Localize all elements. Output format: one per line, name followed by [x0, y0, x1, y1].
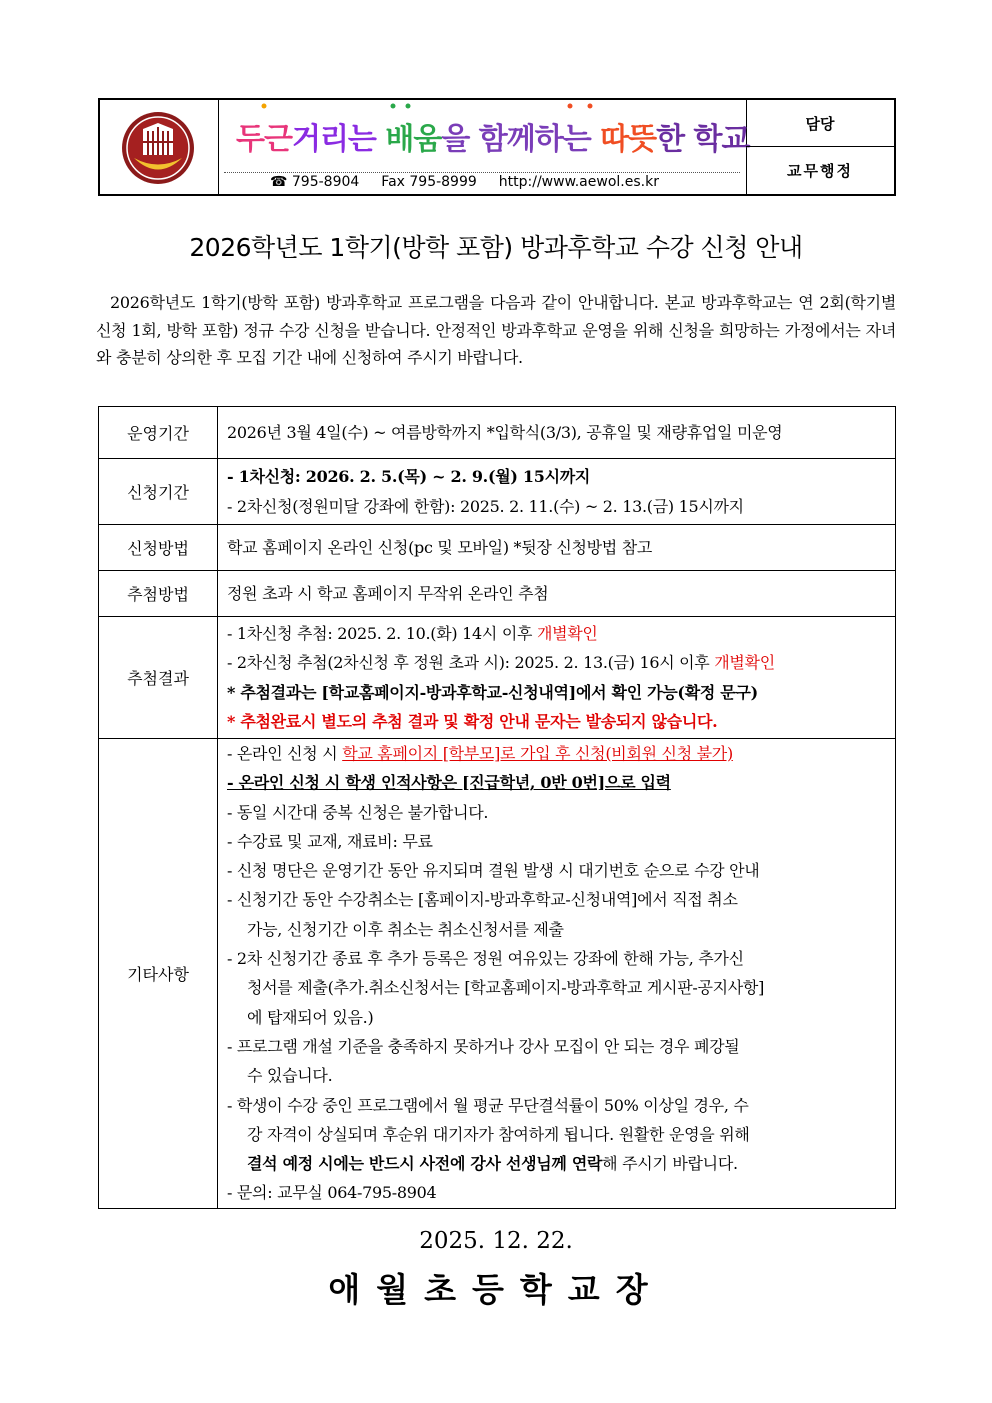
- website-link[interactable]: http://www.aewol.es.kr: [498, 174, 659, 190]
- row-value: [218, 459, 896, 525]
- row-label: 추첨방법: [99, 571, 218, 617]
- school-slogan: [236, 114, 750, 158]
- table-row: [99, 407, 896, 459]
- etc-line: - 프로그램 개설 기준을 충족하지 못하거나 강사 모집이 안 되는 경우 폐강될: [227, 1036, 740, 1056]
- slogan-decoration-icon: [218, 96, 738, 110]
- table-row: [99, 571, 896, 617]
- info-table: [98, 406, 896, 1209]
- etc-line: - 2차 신청기간 종료 후 추가 등록은 정원 여유있는 강좌에 한해 가능, 추가신: [227, 949, 744, 969]
- method-text: 학교 홈페이지 온라인 신청(pc 및 모바일) *뒷장 신청방법 참고: [227, 537, 653, 557]
- row-value: [218, 407, 896, 459]
- lottery-text: 정원 초과 시 학교 홈페이지 무작위 온라인 추첨: [227, 583, 549, 603]
- etc-text: 해 주시기 바랍니다.: [602, 1154, 738, 1174]
- etc-line: - 동일 시간대 중복 신청은 불가합니다.: [227, 802, 489, 822]
- result-text: - 1차신청 추첨: 2025. 2. 10.(화) 14시 이후: [227, 623, 537, 643]
- intro-paragraph: 2026학년도 1학기(방학 포함) 방과후학교 프로그램을 다음과 같이 안내합니다. 본교 방과후학교는 연 2회(학기별 신청 1회, 방학 포함) 정규 수강 신청을 받습니다. 안정적인 방과후학교 운영을 위해 신청을 희망하는 가정에서는 자녀와 충분히 상의한 후 모집 기간 내에 신청하여 주시기 바랍니다.: [96, 293, 896, 367]
- slogan-part: 거리는: [291, 122, 386, 157]
- apply-first: - 1차신청: 2026. 2. 5.(목) ~ 2. 9.(월) 15시까지: [227, 467, 591, 487]
- slogan-part: 배움: [385, 122, 442, 157]
- table-row: [99, 739, 896, 1209]
- etc-line: - 수강료 및 교재, 재료비: 무료: [227, 831, 433, 851]
- etc-line: 수 있습니다.: [247, 1066, 333, 1086]
- etc-line: [227, 739, 887, 768]
- etc-line: [227, 1149, 887, 1178]
- divider: [224, 172, 740, 173]
- result-note: 개별확인: [714, 653, 775, 673]
- row-label: 신청기간: [99, 459, 218, 525]
- apply-second: - 2차신청(정원미달 강좌에 한함): 2025. 2. 11.(수) ~ 2. 13.(금) 15시까지: [227, 496, 744, 516]
- table-row: [99, 525, 896, 571]
- table-row: [99, 459, 896, 525]
- slogan-part: 을 함께하는: [441, 122, 601, 157]
- slogan-part: 두근: [236, 122, 292, 157]
- row-label: 기타사항: [99, 739, 218, 1209]
- role-value: 교무행정: [787, 162, 853, 180]
- etc-line: - 신청 명단은 운영기간 동안 유지되며 결원 발생 시 대기번호 순으로 수강 안내: [227, 861, 760, 881]
- slogan-cell: [218, 100, 750, 194]
- row-value: [218, 525, 896, 571]
- issue-date: 2025. 12. 22.: [419, 1228, 573, 1254]
- row-label: 신청방법: [99, 525, 218, 571]
- row-label: 추첨결과: [99, 617, 218, 739]
- result-text: - 2차신청 추첨(2차신청 후 정원 초과 시): 2025. 2. 13.(금) 16시 이후: [227, 653, 715, 673]
- period-text: 2026년 3월 4일(수) ~ 여름방학까지 *입학식(3/3), 공휴일 및 재량휴업일 미운영: [227, 422, 783, 442]
- etc-line: - 학생이 수강 중인 프로그램에서 월 평균 무단결석률이 50% 이상일 경우, 수: [227, 1095, 749, 1115]
- etc-line: 청서를 제출(추가.취소신청서는 [학교홈페이지-방과후학교 게시판-공지사항]: [247, 978, 765, 998]
- etc-line: 강 자격이 상실되며 후순위 대기자가 참여하게 됩니다. 원활한 운영을 위해: [247, 1124, 750, 1144]
- phone-number: ☎ 795-8904: [270, 174, 360, 190]
- result-line: * 추첨완료시 별도의 추첨 결과 및 확정 안내 문자는 발송되지 않습니다.: [227, 711, 718, 731]
- signature: 애월초등학교장: [328, 1270, 664, 1309]
- letterhead: [98, 98, 896, 196]
- row-value: [218, 617, 896, 739]
- page-title: 2026학년도 1학기(방학 포함) 방과후학교 수강 신청 안내: [189, 233, 803, 262]
- slogan-part: 따뜻: [600, 122, 657, 157]
- fax-number: Fax 795-8999: [381, 174, 477, 190]
- role-label: 담당: [746, 100, 894, 147]
- etc-line: - 온라인 신청 시 학생 인적사항은 [진급학년, 0반 0번]으로 입력: [227, 773, 671, 793]
- etc-text: - 온라인 신청 시: [227, 744, 343, 763]
- etc-line: 가능, 신청기간 이후 취소는 취소신청서를 제출: [247, 919, 564, 939]
- slogan-part: 한 학교: [656, 122, 750, 157]
- result-line: * 추첨결과는 [학교홈페이지-방과후학교-신청내역]에서 확인 가능(확정 문구): [227, 682, 758, 702]
- table-row: [99, 617, 896, 739]
- row-value: [218, 739, 896, 1209]
- contact-info: [270, 174, 681, 190]
- row-value: [218, 571, 896, 617]
- etc-note: 학교 홈페이지 [학부모]로 가입 후 신청(비회원 신청 불가): [342, 744, 733, 763]
- logo-cell: [100, 100, 219, 194]
- school-emblem-icon: [121, 111, 195, 185]
- etc-line: - 문의: 교무실 064-795-8904: [227, 1183, 437, 1203]
- etc-line: - 신청기간 동안 수강취소는 [홈페이지-방과후학교-신청내역]에서 직접 취소: [227, 890, 738, 910]
- etc-emphasis: 결석 예정 시에는 반드시 사전에 강사 선생님께 연락: [247, 1154, 603, 1174]
- result-note: 개별확인: [536, 623, 598, 643]
- etc-line: 에 탑재되어 있음.): [247, 1007, 374, 1027]
- row-label: 운영기간: [99, 407, 218, 459]
- result-line: [227, 619, 887, 648]
- result-line: [227, 648, 887, 677]
